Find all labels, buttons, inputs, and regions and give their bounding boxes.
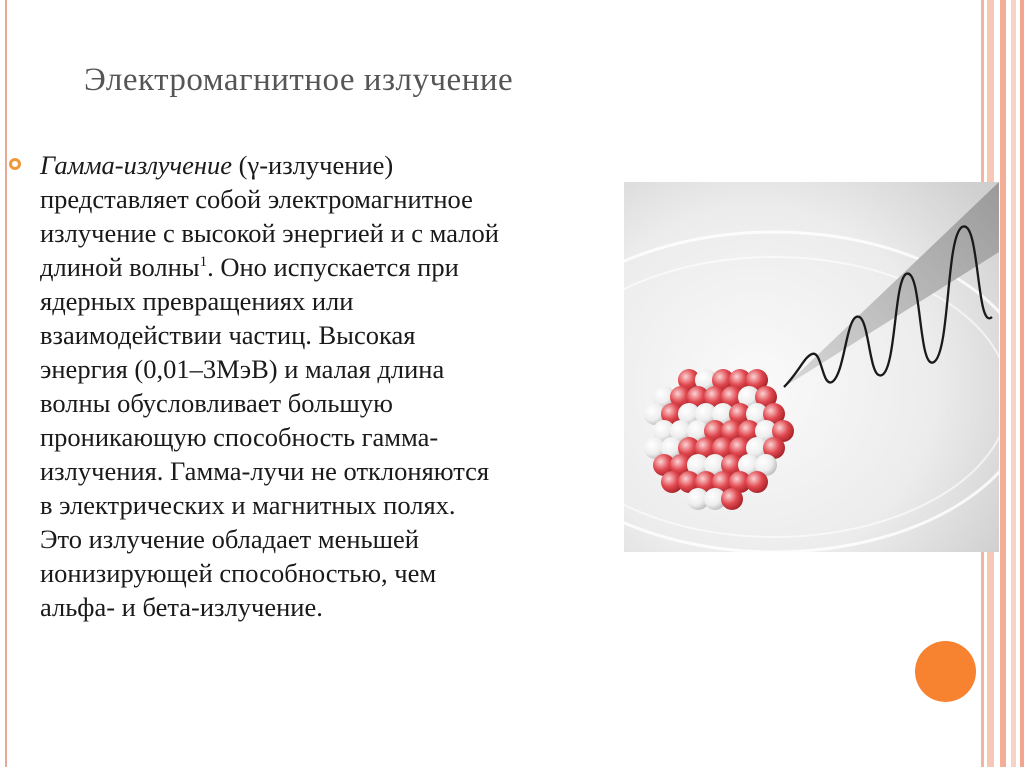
body-line-3: излучение с высокой энергией и с малой <box>40 218 499 248</box>
body-line-9: проникающую способность гамма- <box>40 422 439 452</box>
left-frame-line <box>5 0 7 767</box>
slide-title: Электромагнитное излучение <box>84 62 514 98</box>
body-line-12: Это излучение обладает меньшей <box>40 524 419 554</box>
body-line-2: представляет собой электромагнитное <box>40 184 473 214</box>
body-line-14: альфа- и бета-излучение. <box>40 592 323 622</box>
body-line-5: ядерных превращениях или <box>40 286 354 316</box>
gamma-emission-illustration <box>624 182 999 552</box>
body-line-6: взаимодействии частиц. Высокая <box>40 320 416 350</box>
orange-circle-decoration <box>915 641 976 702</box>
body-line-11: в электрических и магнитных полях. <box>40 490 456 520</box>
bullet-icon <box>9 158 21 170</box>
footnote-marker: 1 <box>199 254 208 271</box>
nucleus-wave-image <box>624 182 999 552</box>
body-line-1: Гамма-излучение (γ-излучение) <box>40 150 394 180</box>
body-line-4: длиной волны$^1$. Оно испускается при <box>40 252 459 282</box>
body-line-10: излучения. Гамма-лучи не отклоняются <box>40 456 490 486</box>
proton-sphere <box>746 471 768 493</box>
proton-sphere <box>721 488 743 510</box>
term-gamma-radiation: Гамма-излучение <box>40 150 233 180</box>
body-line-13: ионизирующей способностью, чем <box>40 558 437 588</box>
body-line-8: волны обусловливает большую <box>40 388 393 418</box>
slide-body-text <box>40 148 620 624</box>
body-line-7: энергия (0,01–3МэВ) и малая длина <box>40 354 445 384</box>
